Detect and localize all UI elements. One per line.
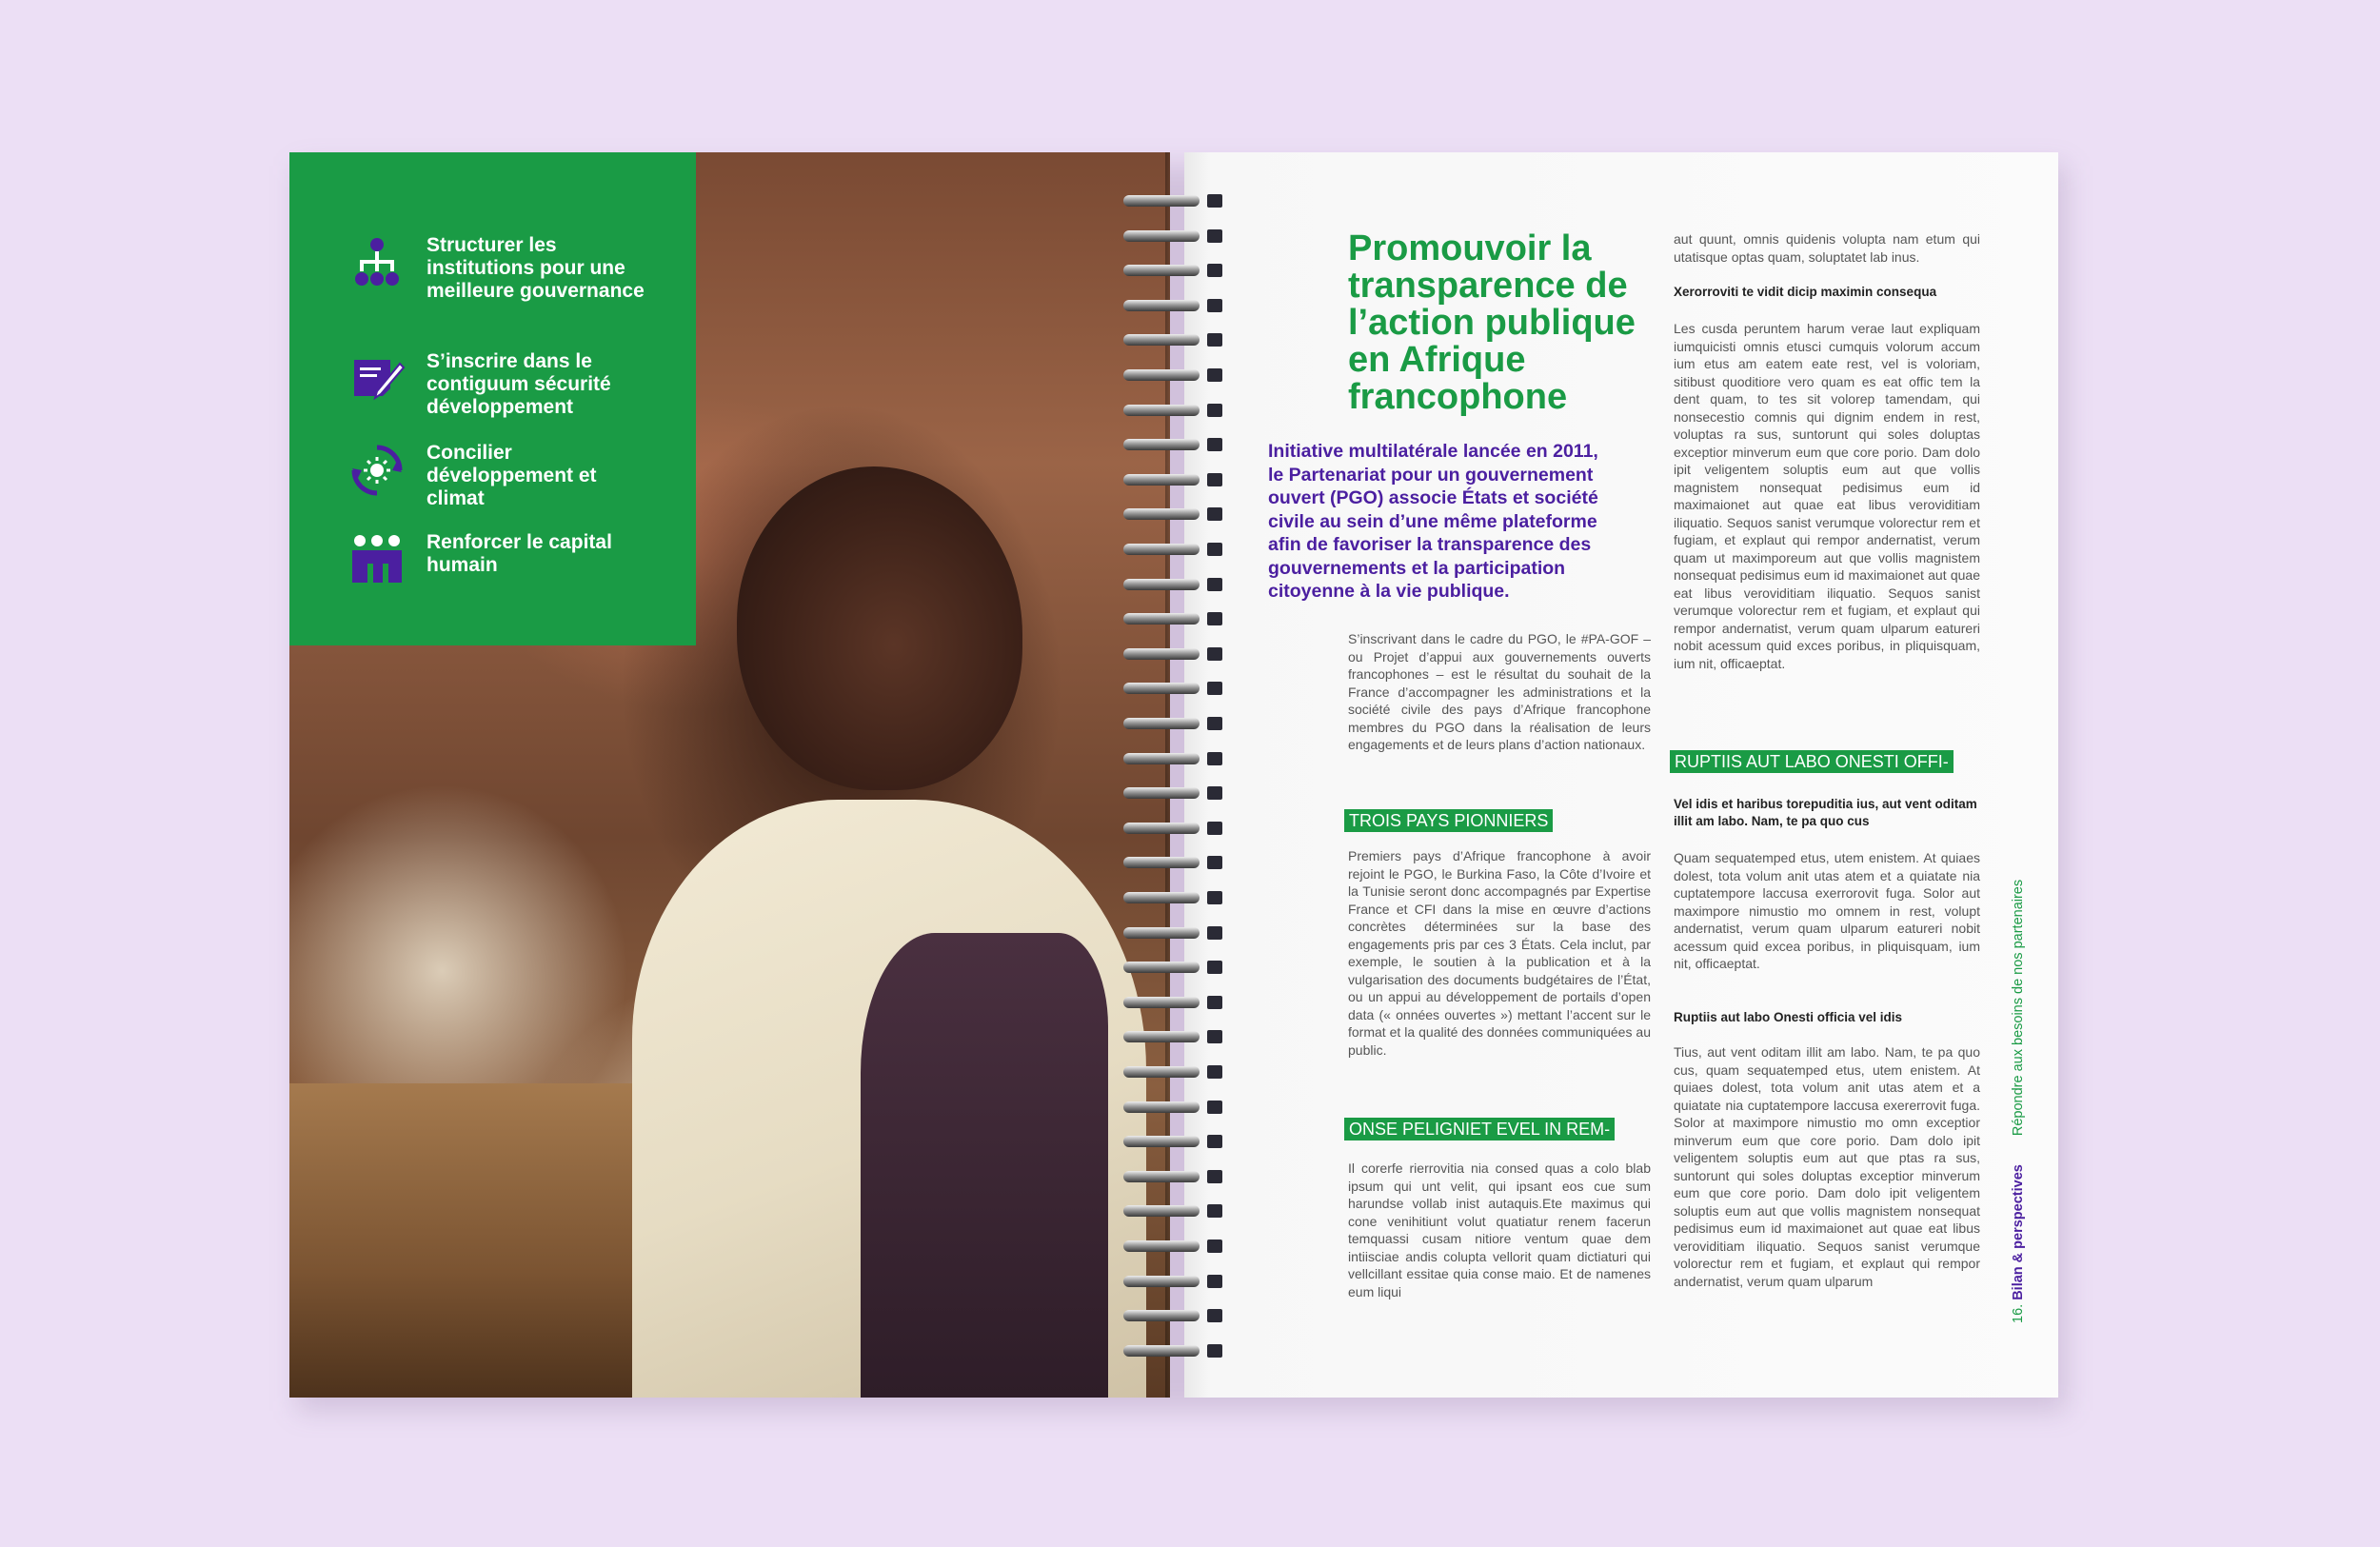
spiral-ring [1123, 469, 1226, 490]
document-pen-icon [348, 350, 406, 407]
feature-label: Structurer les institutions pour une meilleure gouvernance [426, 234, 645, 302]
spiral-ring [1123, 190, 1226, 211]
column2-top-paragraph: aut quunt, omnis quidenis volupta nam etum qui utatisque optas quam, soluptatet lab inus. [1674, 231, 1980, 265]
feature-item [348, 350, 645, 419]
spiral-ring [1123, 574, 1226, 595]
spiral-ring [1123, 852, 1226, 873]
subheading: Xerorroviti te vidit dicip maximin consequa [1674, 285, 1937, 299]
spiral-ring [1123, 504, 1226, 525]
subheading: Ruptiis aut labo Onesti officia vel idis [1674, 1010, 1903, 1024]
section-tag: ONSE PELIGNIET EVEL IN REM- [1344, 1118, 1615, 1140]
spiral-ring [1123, 922, 1226, 943]
lead-paragraph: Initiative multilatérale lancée en 2011, le Partenariat pour un gouvernement ouvert (PGO) associe États et société civile au sein d’une même plateforme afin de favoriser la transparence des gouvernements et la participation citoyenne à la vie publique. [1268, 441, 1598, 602]
subheading: Vel idis et haribus torepuditia ius, aut vent oditam illit am labo. Nam, te pa quo cus [1674, 797, 1977, 828]
page-sidebar [2011, 880, 2026, 1323]
intro-paragraph: S’inscrivant dans le cadre du PGO, le #PA-GOF – ou Projet d’appui aux gouvernements ouverts francophones – est le résultat du souhait de la France d’accompagner les administrations et la société civile des pays d’Afrique francophone membres du PGO dans la réalisation de leurs engagements et de leurs plans d’action nationaux. [1348, 631, 1651, 752]
climate-cycle-icon [348, 442, 406, 499]
feature-item [348, 234, 645, 303]
spiral-ring [1123, 295, 1226, 316]
section-name: Bilan & perspectives [2011, 1164, 2026, 1300]
feature-label: S’inscrire dans le contiguum sécurité développement [426, 350, 611, 418]
section-subtitle: Répondre aux besoins de nos partenaires [2011, 879, 2026, 1137]
spiral-ring [1123, 887, 1226, 908]
spiral-binding [1123, 190, 1228, 1371]
left-page-photo [289, 152, 1170, 1398]
spiral-ring [1123, 1131, 1226, 1152]
body-paragraph: Les cusda peruntem harum verae laut expliquam iumquicisti omnis etusci cumquis volorum accum ium etus am eatem eate rest, vel is voloriam, sitibust quoditiore vero quam es eat offic tem la dent quam, to tes sit volorep tamendam, qui nonsecestio comnis qui dignim endem in rest, voluptas ra sus, suntorunt qui soles doluptas exceptior minverum eum que core porio. Dam dolo ipit veligentem soluptis eum aut que vollis magnistem nonsequat pedisimus eum id maximaionet aut quae eat libus veroviditiam iliquatio. Sequos sanist verumque volorectur rem et fugiam, et explaut qui rempor andernatist, verum quam ut maximporeum aut que vollis magnistem nonsequat pedisimus eum id maximaionet aut quae eat libus veroviditiam iliquatio. Sequos sanist verumque volorectur rem et fugiam, et explaut qui rempor andernatist, verum quam ulparum eatureri nobit acessum quid exces poribus, in pliquisquam, ium nit, officaeptat. [1674, 321, 1980, 671]
spiral-ring [1123, 434, 1226, 455]
spiral-ring [1123, 748, 1226, 769]
spiral-ring [1123, 539, 1226, 560]
spiral-ring [1123, 644, 1226, 664]
spiral-ring [1123, 1061, 1226, 1082]
spiral-ring [1123, 992, 1226, 1013]
people-group-icon [348, 531, 406, 588]
body-paragraph: Tius, aut vent oditam illit am labo. Nam, te pa quo cus, quam sequatemped etus, utem enistem. At quiaes dolest, tota volum anit utas atem et a quiatate nia cuptatempore laccusa exererrovit fuga. Solor at maximpore nimustio mo omn exceptior minverum eum que core porio. Dam dolo ipit veligentem soluptis eum aut que ptas ra sus, suntorunt qui soles doluptas exceptior minverum eum que core porio. Dam dolo ipit veligentem soluptis eum aut que vollis magnistem nonsequat pedisimus eum id maximaionet aut quae eat libus veroviditiam iliquatio. Sequos sanist verumque volorectur rem et fugiam, et explaut qui rempor andernatist, verum quam ulparum [1674, 1044, 1980, 1289]
spiral-ring [1123, 1340, 1226, 1361]
spiral-ring [1123, 1166, 1226, 1187]
body-paragraph: Premiers pays d’Afrique francophone à avoir rejoint le PGO, le Burkina Faso, la Côte d’Ivoire et la Tunisie seront donc accompagnés par Expertise France et CFI dans la mise en œuvre d’actions concrètes déterminées sur la base des engagements pris par ces 3 États. Cela inclut, par exemple, le soutien à la publication et à la vulgarisation des documents budgétaires de l’État, ou un appui au développement de portails d’open data (« onnées ouvertes ») mettant l’accent sur le format et la qualité des données communiquées au public. [1348, 848, 1651, 1058]
spiral-ring [1123, 1026, 1226, 1047]
org-chart-icon [348, 234, 406, 291]
spiral-ring [1123, 329, 1226, 350]
section-tag: TROIS PAYS PIONNIERS [1344, 809, 1553, 832]
features-panel [289, 152, 696, 645]
body-paragraph: Il corerfe rierrovitia nia consed quas a colo blab ipsum qui unt velit, qui ipsant eos cue sum harundse vollab inist autaquis.Ete maximus qui cone venihitiunt volut quatiatur renem facerun temquassi cusam nitiore ventum quae dem intiisciae andis colupta vellorit quam dictiaturi qui vellcillant essitae quia conse maio. Et de namenes eum liqui [1348, 1160, 1651, 1299]
spiral-ring [1123, 608, 1226, 629]
brochure-spread [289, 152, 2058, 1398]
spiral-ring [1123, 678, 1226, 699]
photo-student-pinafore [861, 933, 1108, 1398]
spiral-ring [1123, 1305, 1226, 1326]
feature-label: Renforcer le capital humain [426, 531, 612, 576]
photo-student-head [737, 466, 1022, 790]
feature-label: Concilier développement et climat [426, 442, 597, 509]
page-number: 16. [2011, 1303, 2026, 1323]
spiral-ring [1123, 1236, 1226, 1257]
spiral-ring [1123, 783, 1226, 803]
spiral-ring [1123, 818, 1226, 839]
spiral-ring [1123, 1200, 1226, 1221]
feature-item [348, 442, 645, 510]
section-tag: RUPTIIS AUT LABO ONESTI OFFI- [1670, 750, 1954, 773]
spiral-ring [1123, 226, 1226, 247]
spiral-ring [1123, 260, 1226, 281]
spiral-ring [1123, 713, 1226, 734]
page-title: Promouvoir la transparence de l’action publique en Afrique francophone [1348, 228, 1636, 417]
spiral-ring [1123, 957, 1226, 978]
spiral-ring [1123, 400, 1226, 421]
feature-item [348, 531, 645, 588]
spiral-ring [1123, 365, 1226, 386]
photo-desk [289, 1083, 689, 1398]
spiral-ring [1123, 1271, 1226, 1292]
body-paragraph: Quam sequatemped etus, utem enistem. At quiaes dolest, tota volum anit utas atem et a quiatate nia cuptatempore laccusa exerrorovit fuga. Solor aut maximpore nimustio mo omnem in rest, volupt andernatist, verum quam ulparum eatureri nobit acessum quid excea poribus, in pliquisquam, ium nit, officaeptat. [1674, 850, 1980, 971]
spiral-ring [1123, 1097, 1226, 1118]
